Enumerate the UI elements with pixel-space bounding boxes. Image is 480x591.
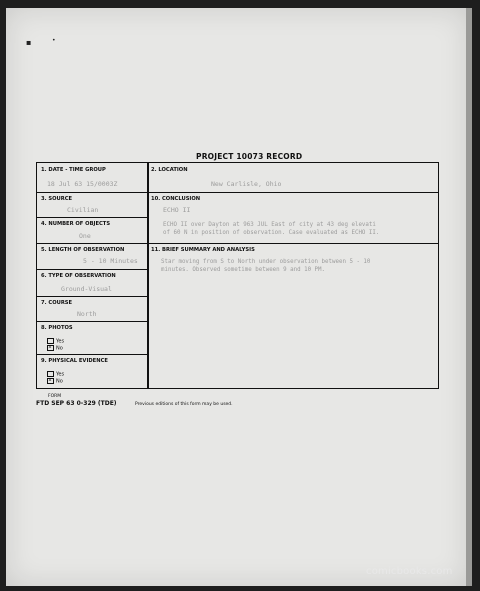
course-label: 7. COURSE [41, 300, 73, 306]
source-value: Civilian [67, 206, 99, 214]
column-divider [147, 163, 149, 388]
watermark: comicbooks.com [366, 566, 453, 577]
physical-evidence-no-option[interactable]: xNo [47, 378, 63, 385]
checked-checkbox-icon [47, 378, 54, 384]
previous-editions-note: Previous editions of this form may be used. [135, 402, 233, 407]
date-time-group-value: 18 Jul 63 15/0003Z [47, 180, 118, 188]
photos-label: 8. PHOTOS [41, 325, 73, 331]
length-of-observation-label: 5. LENGTH OF OBSERVATION [41, 247, 125, 253]
physical-evidence-yes-option[interactable]: Yes [47, 371, 64, 378]
form-title: PROJECT 10073 RECORD [196, 152, 303, 161]
photos-no-option[interactable]: xNo [47, 345, 63, 352]
conclusion-label: 10. CONCLUSION [151, 196, 201, 202]
brief-summary-line-2: minutes. Observed sometime between 9 and 10 PM. [161, 267, 326, 273]
scan-mark: • [52, 37, 56, 44]
page-edge [466, 8, 472, 586]
type-of-observation-label: 6. TYPE OF OBSERVATION [41, 273, 116, 279]
physical-evidence-label: 9. PHYSICAL EVIDENCE [41, 358, 108, 364]
form-word: FORM [48, 394, 62, 399]
date-time-group-label: 1. DATE - TIME GROUP [41, 167, 106, 173]
checked-checkbox-icon [47, 345, 54, 351]
number-of-objects-label: 4. NUMBER OF OBJECTS [41, 221, 111, 227]
length-of-observation-value: 5 - 10 Minutes [83, 257, 138, 265]
brief-summary-line-1: Star moving from S to North under observation between 5 - 10 [161, 259, 371, 265]
location-value: New Carlisle, Ohio [211, 180, 282, 188]
scan-mark: ▪ [26, 38, 32, 47]
conclusion-text-line-2: of 60 N in position of observation. Case evaluated as ECHO II. [163, 230, 380, 236]
course-value: North [77, 310, 97, 318]
form-id: FTD SEP 63 0-329 (TDE) [36, 400, 117, 407]
location-label: 2. LOCATION [151, 167, 188, 173]
photos-yes-option[interactable]: Yes [47, 338, 64, 345]
conclusion-text-line-1: ECHO II over Dayton at 963 JUL East of city at 43 deg elevati [163, 222, 376, 228]
record-form [36, 162, 439, 389]
brief-summary-label: 11. BRIEF SUMMARY AND ANALYSIS [151, 247, 255, 253]
number-of-objects-value: One [79, 232, 91, 240]
type-of-observation-value: Ground-Visual [61, 285, 112, 293]
conclusion-value: ECHO II [163, 206, 191, 214]
source-label: 3. SOURCE [41, 196, 73, 202]
